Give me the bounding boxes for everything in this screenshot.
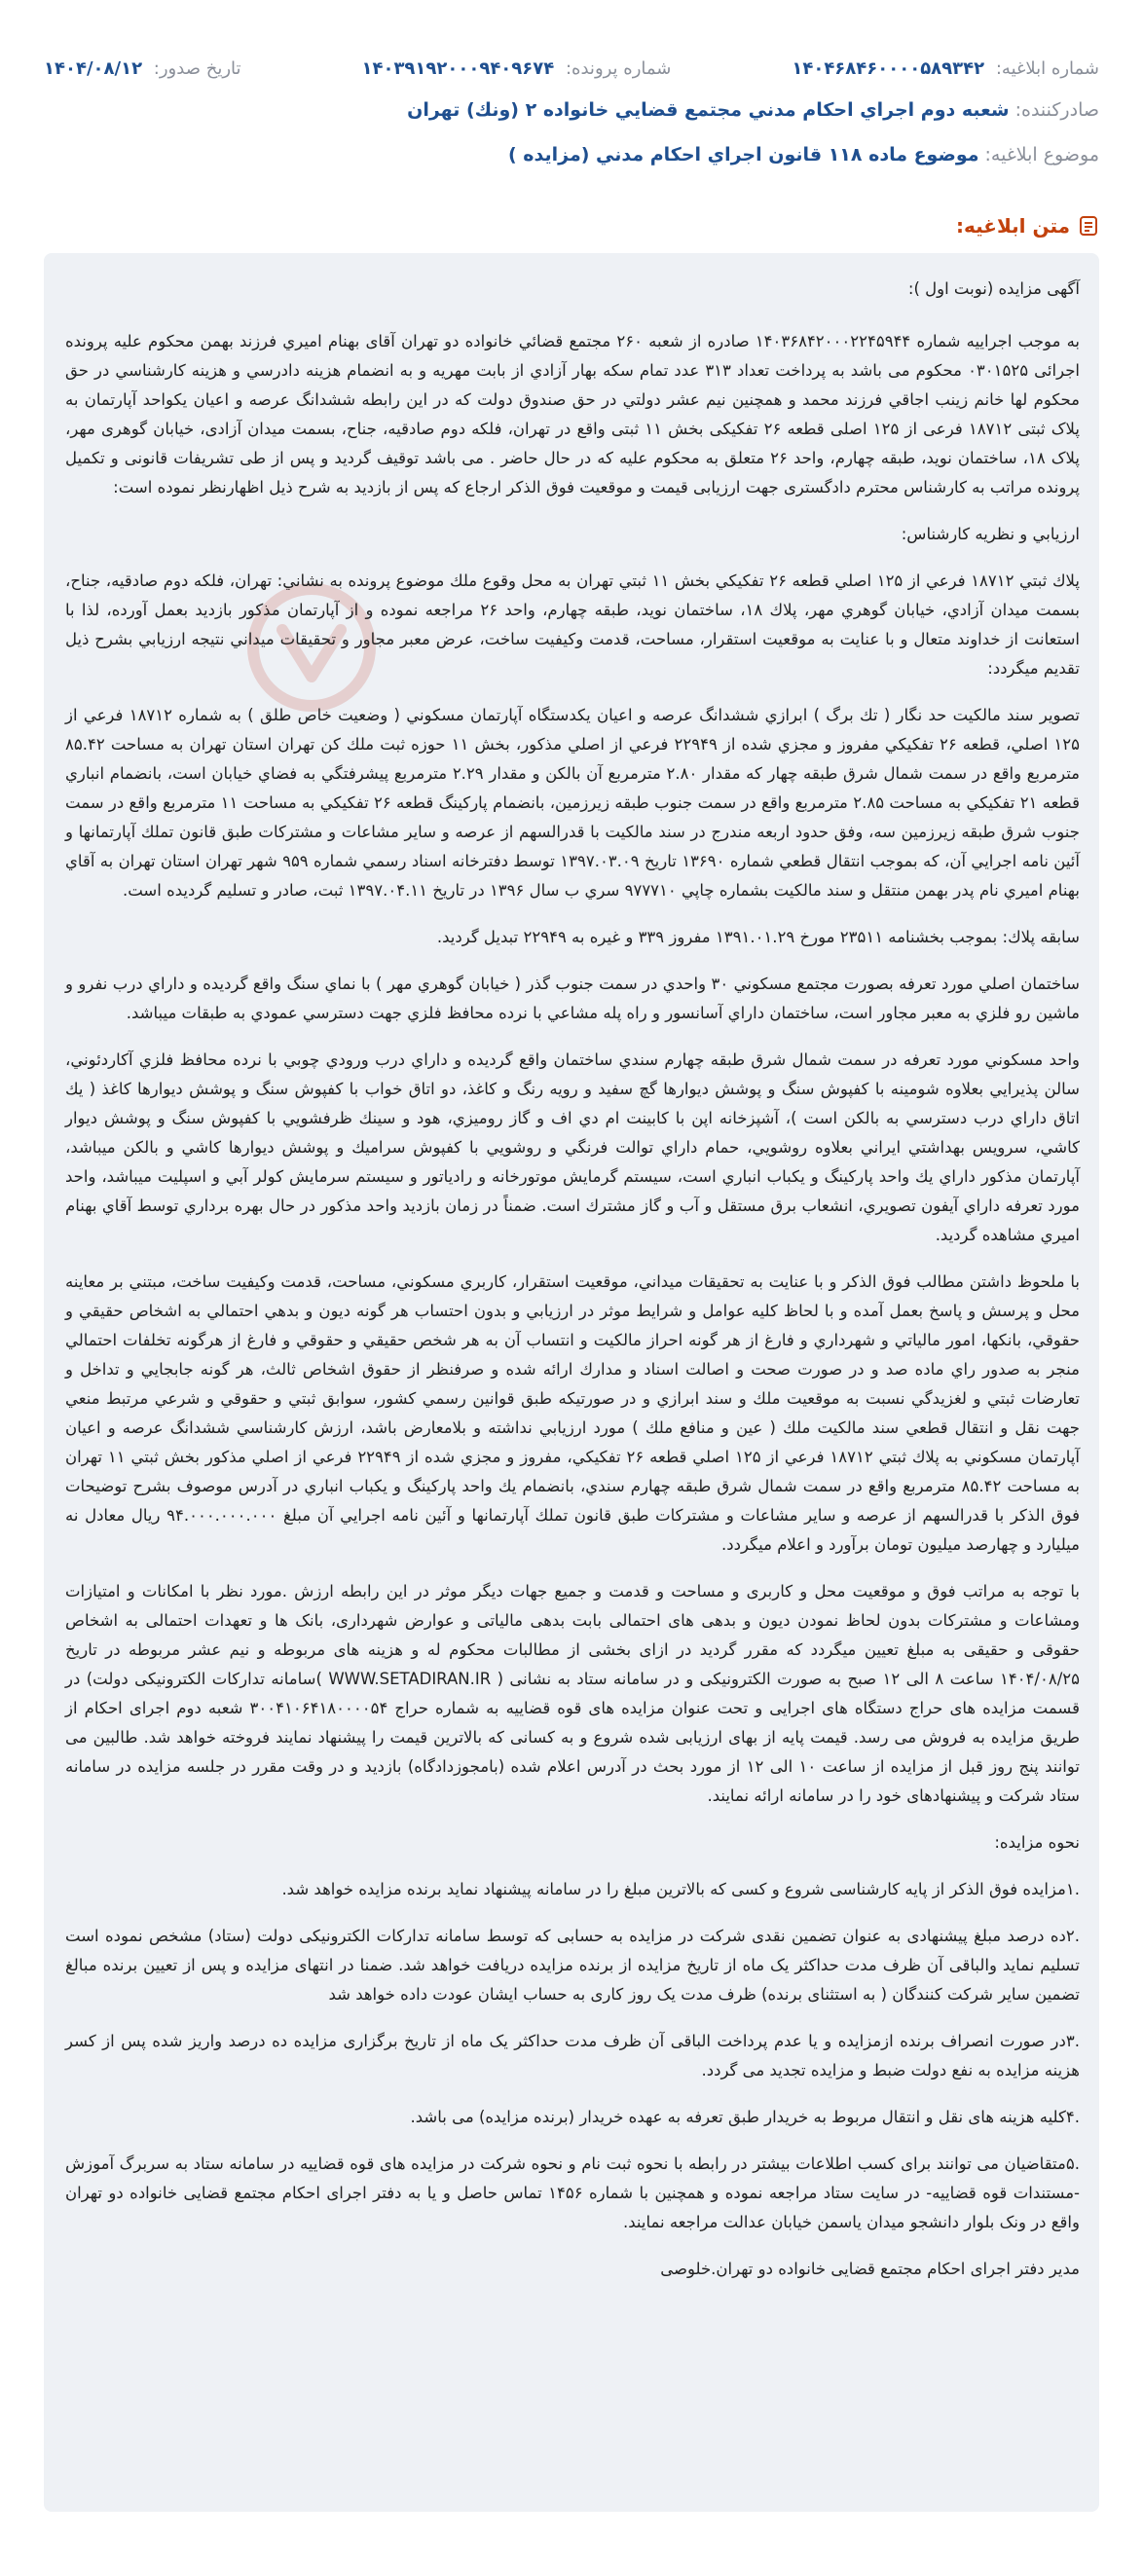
notice-paragraph: مدیر دفتر اجرای احکام مجتمع قضایی خانواده دو تهران.خلوصی bbox=[660, 2260, 1080, 2278]
notice-paragraph: تصوير سند مالكيت حد نگار ( تك برگ ) ابرازي ششدانگ عرصه و اعيان يكدستگاه آپارتمان مسكوني ( وضعيت خاص طلق ) به شماره ۱۸۷۱۲ فرعي از ۱۲۵ اصلي، قطعه ۲۶ تفكيكي مفروز و مجزي شده از ۲۲۹۴۹ فرعي از اصلي مذكور، بخش ۱۱ حوزه ثبت ملك كن تهران استان تهران به مساحت ۸۵.۴۲ مترمربع واقع در سمت شمال شرق طبقه چهار كه مقدار ۲.۸۰ مترمربع آن بالكن و مقدار ۲.۲۹ مترمربع پيشرفتگي به فضاي خيابان است، بانضمام انباري قطعه ۲۱ تفكيكي به مساحت ۲.۸۵ مترمربع واقع در سمت جنوب طبقه زيرزمين، بانضمام پاركينگ قطعه ۲۶ تفكيكي به مساحت ۱۱ مترمربع واقع در سمت جنوب شرق طبقه زيرزمين سه، وفق حدود اربعه مندرج در سند مالكيت با قدرالسهم از عرصه و ساير مشاعات و مشتركات طبق قانون تملك آپارتمانها و آئين نامه اجرايي آن، كه بموجب انتقال قطعي شماره ۱۳۶۹۰ تاريخ ۱۳۹۷.۰۳.۰۹ توسط دفترخانه اسناد رسمي شماره ۹۵۹ شهر تهران استان تهران به آقاي بهنام اميري نام پدر بهمن منتقل و سند مالكيت بشماره چاپي ۹۷۷۷۱۰ سري ب سال ۱۳۹۶ در تاريخ ۱۳۹۷.۰۴.۱۱ ثبت، صادر و تسليم گرديده است. bbox=[65, 706, 1081, 900]
notice-paragraphs bbox=[65, 275, 1080, 2284]
notice-paragraph: با ملحوظ داشتن مطالب فوق الذكر و با عنايت به تحقيقات ميداني، موقعيت استقرار، كاربري مسكوني، مساحت، قدمت وكيفيت ساخت، مبتني بر معاينه محل و پرسش و پاسخ بعمل آمده و با لحاظ كليه عوامل و شرايط موثر در ارزيابي و بدون احتساب هر گونه ديون و بدهي احتمالي به اشخاص حقيقي و حقوقي، بانكها، امور مالياتي و شهرداري و فارغ از هر گونه احراز مالكيت و انتساب آن به هر شخص حقيقي و حقوقي و فارغ از هرگونه تخلفات احتمالي منجر به صدور راي ماده صد و در صورت صحت و اصالت اسناد و مدارك ارائه شده و صرفنظر از حقوق اشخاص ثالث، هر گونه جابجايي و تداخل و تعارضات ثبتي و لغزيدگي نسبت به موقعيت ملك و سند ابرازي و در صورتيكه طبق قوانين رسمي كشور، سوابق ثبتي و حقوقي و شرعي مرتبط منعي جهت نقل و انتقال قطعي سند مالكيت ملك ( عين و منافع ملك ) مورد ارزيابي نداشته و بلامعارض باشد، ارزش كارشناسي ششدانگ عرصه و اعيان آپارتمان مسكوني به پلاك ثبتي ۱۸۷۱۲ فرعي از ۱۲۵ اصلي قطعه ۲۶ تفكيكي، مفروز و مجزي شده از ۲۲۹۴۹ فرعي از اصلي مذكور بخش ثبتي ۱۱ تهران به مساحت ۸۵.۴۲ مترمربع واقع در سمت شمال شرق طبقه چهارم سندي، بانضمام يك واحد پاركينگ و يكباب انباري در آدرس موصوف بشرح توضيحات فوق الذكر با قدرالسهم از عرصه و ساير مشاعات و مشتركات طبق قانون تملك آپارتمانها و آئين نامه اجرايي آن مبلغ ۹۴.۰۰۰.۰۰۰.۰۰۰ ريال معادل نه ميليارد و چهارصد ميليون تومان برآورد و اعلام ميگردد. bbox=[65, 1272, 1080, 1554]
notice-paragraph: به موجب اجراییه شماره ۱۴۰۳۶۸۴۲۰۰۰۲۲۴۵۹۴۴ صادره از شعبه ۲۶۰ مجتمع قضائي خانواده دو تهران آقای بهنام امیري فرزند بهمن محکوم علیه پرونده اجرائی ۰۳۰۱۵۲۵ محکوم می باشد به پرداخت تعداد ۳۱۳ عدد تمام سکه بهار آزادي از بابت مهريه و به انضمام هزينه دادرسي و هزينه كارشناسي در حق محكوم لها خانم زينب اجاقي فرزند محمد و همچنين نيم عشر دولتي در حق صندوق دولت كه در اين رابطه ششدانگ عرصه و اعیان یکواحد آپارتمان به پلاک ثبتی ۱۸۷۱۲ فرعی از ۱۲۵ اصلی قطعه ۲۶ تفکیکی بخش ۱۱ ثبتی واقع در تهران، فلکه دوم صادقیه، جناح، بسمت میدان آزادی، خیابان گوهری مهر، پلاک ۱۸، ساختمان نوید، طبقه چهارم، واحد ۲۶ متعلق به محکوم علیه که در حال حاضر . می باشد توقیف گردید و پس از طی تشریفات قانونی و تکمیل پرونده مراتب به کارشناس محترم دادگستری جهت ارزیابی قیمت و موقعیت فوق الذکر ارجاع که پس از بازدید به شرح ذیل اظهارنظر نموده است: bbox=[65, 332, 1081, 497]
notice-paragraph: با توجه به مراتب فوق و موقعیت محل و کاربری و مساحت و قدمت و جمیع جهات دیگر موثر در این رابطه ارزش .مورد نظر با امکانات و امتیازات ومشاعات و مشترکات بدون لحاظ نمودن دیون و بدهی های احتمالی بابت بدهی مالیاتی و عوارض شهرداری، بانک ها و تعهدات احتمالی به اشخاص حقوقی و حقیقی به مبلغ تعیین میگردد که مقرر گردید در ازای بخشی از مطالبات محکوم له و هزینه های مربوطه و نیم عشر مربوطه در تاریخ ۱۴۰۴/۰۸/۲۵ ساعت ۸ الی ۱۲ صبح به صورت الکترونیکی و در سامانه ستاد به نشانی ( WWW.SETADIRAN.IR )سامانه تدارکات الکترونیکی دولت) در قسمت مزایده های حراج دستگاه های اجرایی و تحت عنوان مزایده های قوه قضاییه به شماره حراج ۳۰۰۴۱۰۶۴۱۸۰۰۰۰۵۴ شعبه دوم اجرای احکام از طریق مزایده به فروش می رسد. قیمت پایه از بهای ارزیابی شده شروع و به کسانی که بالاترین قیمت را پیشنهاد نمایند فروخته خواهد شد. طالبین می توانند پنج روز قبل از مزایده از ساعت ۱۰ الی ۱۲ از مورد بحث در آدرس اعلام شده (بامجوزدادگاه) بازدید و در وقت مقرر در جلسه مزایده در سامانه ستاد شرکت و پیشنهادهای خود را در سامانه ارائه نمایند. bbox=[65, 1582, 1080, 1805]
notice-paragraph: .۵متقاضیان می توانند برای کسب اطلاعات بیشتر در رابطه با نحوه ثبت نام و نحوه شرکت در مزایده های قوه قضاییه در سامانه ستاد به سربرگ آموزش -مستندات قوه قضاییه- در سایت ستاد مراجعه نموده و همچنین با شماره ۱۴۵۶ تماس حاصل و یا به دفتر اجرای احکام مجتمع قضایی خانواده دو تهران واقع در ونک بلوار دانشجو میدان یاسمن خیابان عدالت مراجعه نمایند. bbox=[65, 2154, 1080, 2231]
issue-date bbox=[44, 58, 241, 79]
notice-number-value: ۱۴۰۴۶۸۴۶۰۰۰۰۵۸۹۳۴۲ bbox=[792, 57, 985, 79]
notice-paragraph: ساختمان اصلي مورد تعرفه بصورت مجتمع مسكوني ۳۰ واحدي در سمت جنوب گذر ( خيابان گوهري مهر ) با نماي سنگ واقع گرديده و داراي درب نفرو و ماشين رو فلزي به معبر مجاور است، ساختمان داراي آسانسور و راه پله مشاعي با نرده محافظ فلزي جهت دسترسي عمودي به طبقات ميباشد. bbox=[65, 975, 1080, 1022]
notice-paragraph: .۴کلیه هزینه های نقل و انتقال مربوط به خریدار طبق تعرفه به عهده خریدار (برنده مزایده) می باشد. bbox=[410, 2108, 1080, 2126]
issuer-label: صادرکننده: bbox=[1014, 99, 1099, 121]
notice-text-heading bbox=[44, 199, 1099, 253]
notice-paragraph: پلاك ثبتي ۱۸۷۱۲ فرعي از ۱۲۵ اصلي قطعه ۲۶ تفكيكي بخش ۱۱ ثبتي تهران به محل وقوع ملك موضوع پرونده به نشاني: تهران، فلكه دوم صادقيه، جناح، بسمت ميدان آزادي، خيابان گوهري مهر، پلاك ۱۸، ساختمان نويد، طبقه چهارم، واحد ۲۶ مراجعه نموده و از آپارتمان مذكور بازديد بعمل آورده، لذا با استعانت از خداوند متعال و با عنايت به موقعيت استقرار، مساحت، قدمت وكيفيت ساخت، عرض معبر مجاور و تحقيقات ميداني نتيجه ارزيابي بشرح ذيل تقديم ميگردد: bbox=[65, 571, 1081, 678]
notice-content bbox=[44, 253, 1099, 2512]
case-number bbox=[361, 58, 671, 79]
notice-number bbox=[792, 58, 1099, 79]
notice-paragraph: آگهی مزایده (نوبت اول ): bbox=[907, 279, 1080, 298]
subject-label: موضوع ابلاغیه: bbox=[984, 144, 1099, 166]
notice-number-label: شماره ابلاغیه: bbox=[995, 57, 1099, 79]
notice-text-title: متن ابلاغیه: bbox=[955, 214, 1070, 238]
notice-paragraph: سابقه پلاك: بموجب بخشنامه ۲۳۵۱۱ مورخ ۱۳۹۱.۰۱.۲۹ مفروز ۳۳۹ و غيره به ۲۲۹۴۹ تبديل گرديد. bbox=[436, 928, 1080, 946]
notice-paragraph: .۲ده درصد مبلغ پیشنهادی به عنوان تضمین نقدی شرکت در مزایده به حسابی که توسط سامانه تدارکات الکترونیکی دولت (ستاد) مشخص نموده است تسلیم نماید والباقی آن ظرف مدت حداکثر یک ماه از تاریخ مزایده از برنده مزایده دریافت خواهد شد. ضمنا در انتهای مزایده و پس از تعیین برنده مبالغ تضمین سایر شرکت کنندگان ( به استثنای برنده) ظرف مدت یک روز کاری به حساب ایشان عودت داده خواهد شد bbox=[65, 1927, 1080, 2004]
case-number-value: ۱۴۰۳۹۱۹۲۰۰۰۹۴۰۹۶۷۴ bbox=[361, 57, 555, 79]
subject-value: موضوع ماده ۱۱۸ قانون اجراي احكام مدني (مزايده ) bbox=[508, 144, 979, 166]
issue-date-value: ۱۴۰۴/۰۸/۱۲ bbox=[44, 57, 143, 79]
notice-paragraph: ارزيابي و نظريه كارشناس: bbox=[901, 525, 1080, 543]
notice-meta-row bbox=[44, 49, 1099, 88]
issue-date-label: تاریخ صدور: bbox=[153, 57, 241, 79]
issuer-value: شعبه دوم اجراي احكام مدني مجتمع قضايي خانواده ۲ (ونك) تهران bbox=[407, 99, 1010, 121]
note-icon bbox=[1078, 215, 1099, 237]
issuer-row bbox=[44, 88, 1099, 132]
notice-paragraph: واحد مسكوني مورد تعرفه در سمت شمال شرق طبقه چهارم سندي ساختمان واقع گرديده و داراي درب ورودي چوبي با نرده محافظ فلزي آكاردئوني، سالن پذيرايي بعلاوه شومينه با كفپوش سنگ و پوشش ديوارها گچ سفيد و رويه رنگ و كاغذ، دو اتاق خواب با كفپوش سنگ و پوشش ديوارها كاغذ ( يك اتاق داراي درب دسترسي به بالكن است )، آشپزخانه اپن با كابينت ام دي اف و گاز روميزي، هود و سينك ظرفشويي با كفپوش سنگ و پوشش ديوار كاشي، سرويس بهداشتي ايراني بعلاوه روشويي، حمام داراي توالت فرنگي و روشويي با كفپوش سراميك و پوشش ديوارها كاشي و بالكن ميباشد، آپارتمان مذكور داراي يك واحد پاركينگ و يكباب انباري است، سيستم گرمايش موتورخانه و رادياتور و سيستم سرمايش كولر آبي و اسپليت ميباشد، واحد مورد تعرفه داراي آيفون تصويري، انشعاب برق مستقل و آب و گاز مشترك است. ضمناً در زمان بازديد واحد مذكور در حال بهره برداري توسط آقاي بهنام اميري مشاهده گرديد. bbox=[65, 1050, 1080, 1244]
notice-paragraph: .۳در صورت انصراف برنده ازمزایده و یا عدم پرداخت الباقی آن ظرف مدت حداکثر یک ماه از تاریخ برگزاری مزایده ده درصد واریز شده پس از کسر هزینه مزایده به نفع دولت ضبط و مزایده تجدید می گردد. bbox=[65, 2032, 1080, 2079]
notice-paragraph: نحوه مزایده: bbox=[994, 1833, 1080, 1852]
subject-row bbox=[44, 132, 1099, 177]
case-number-label: شماره پرونده: bbox=[565, 57, 672, 79]
notice-paragraph: .۱مزایده فوق الذکر از پایه کارشناسی شروع و کسی که بالاترین مبلغ را در سامانه پیشنهاد نماید برنده مزایده خواهد شد. bbox=[281, 1880, 1080, 1898]
